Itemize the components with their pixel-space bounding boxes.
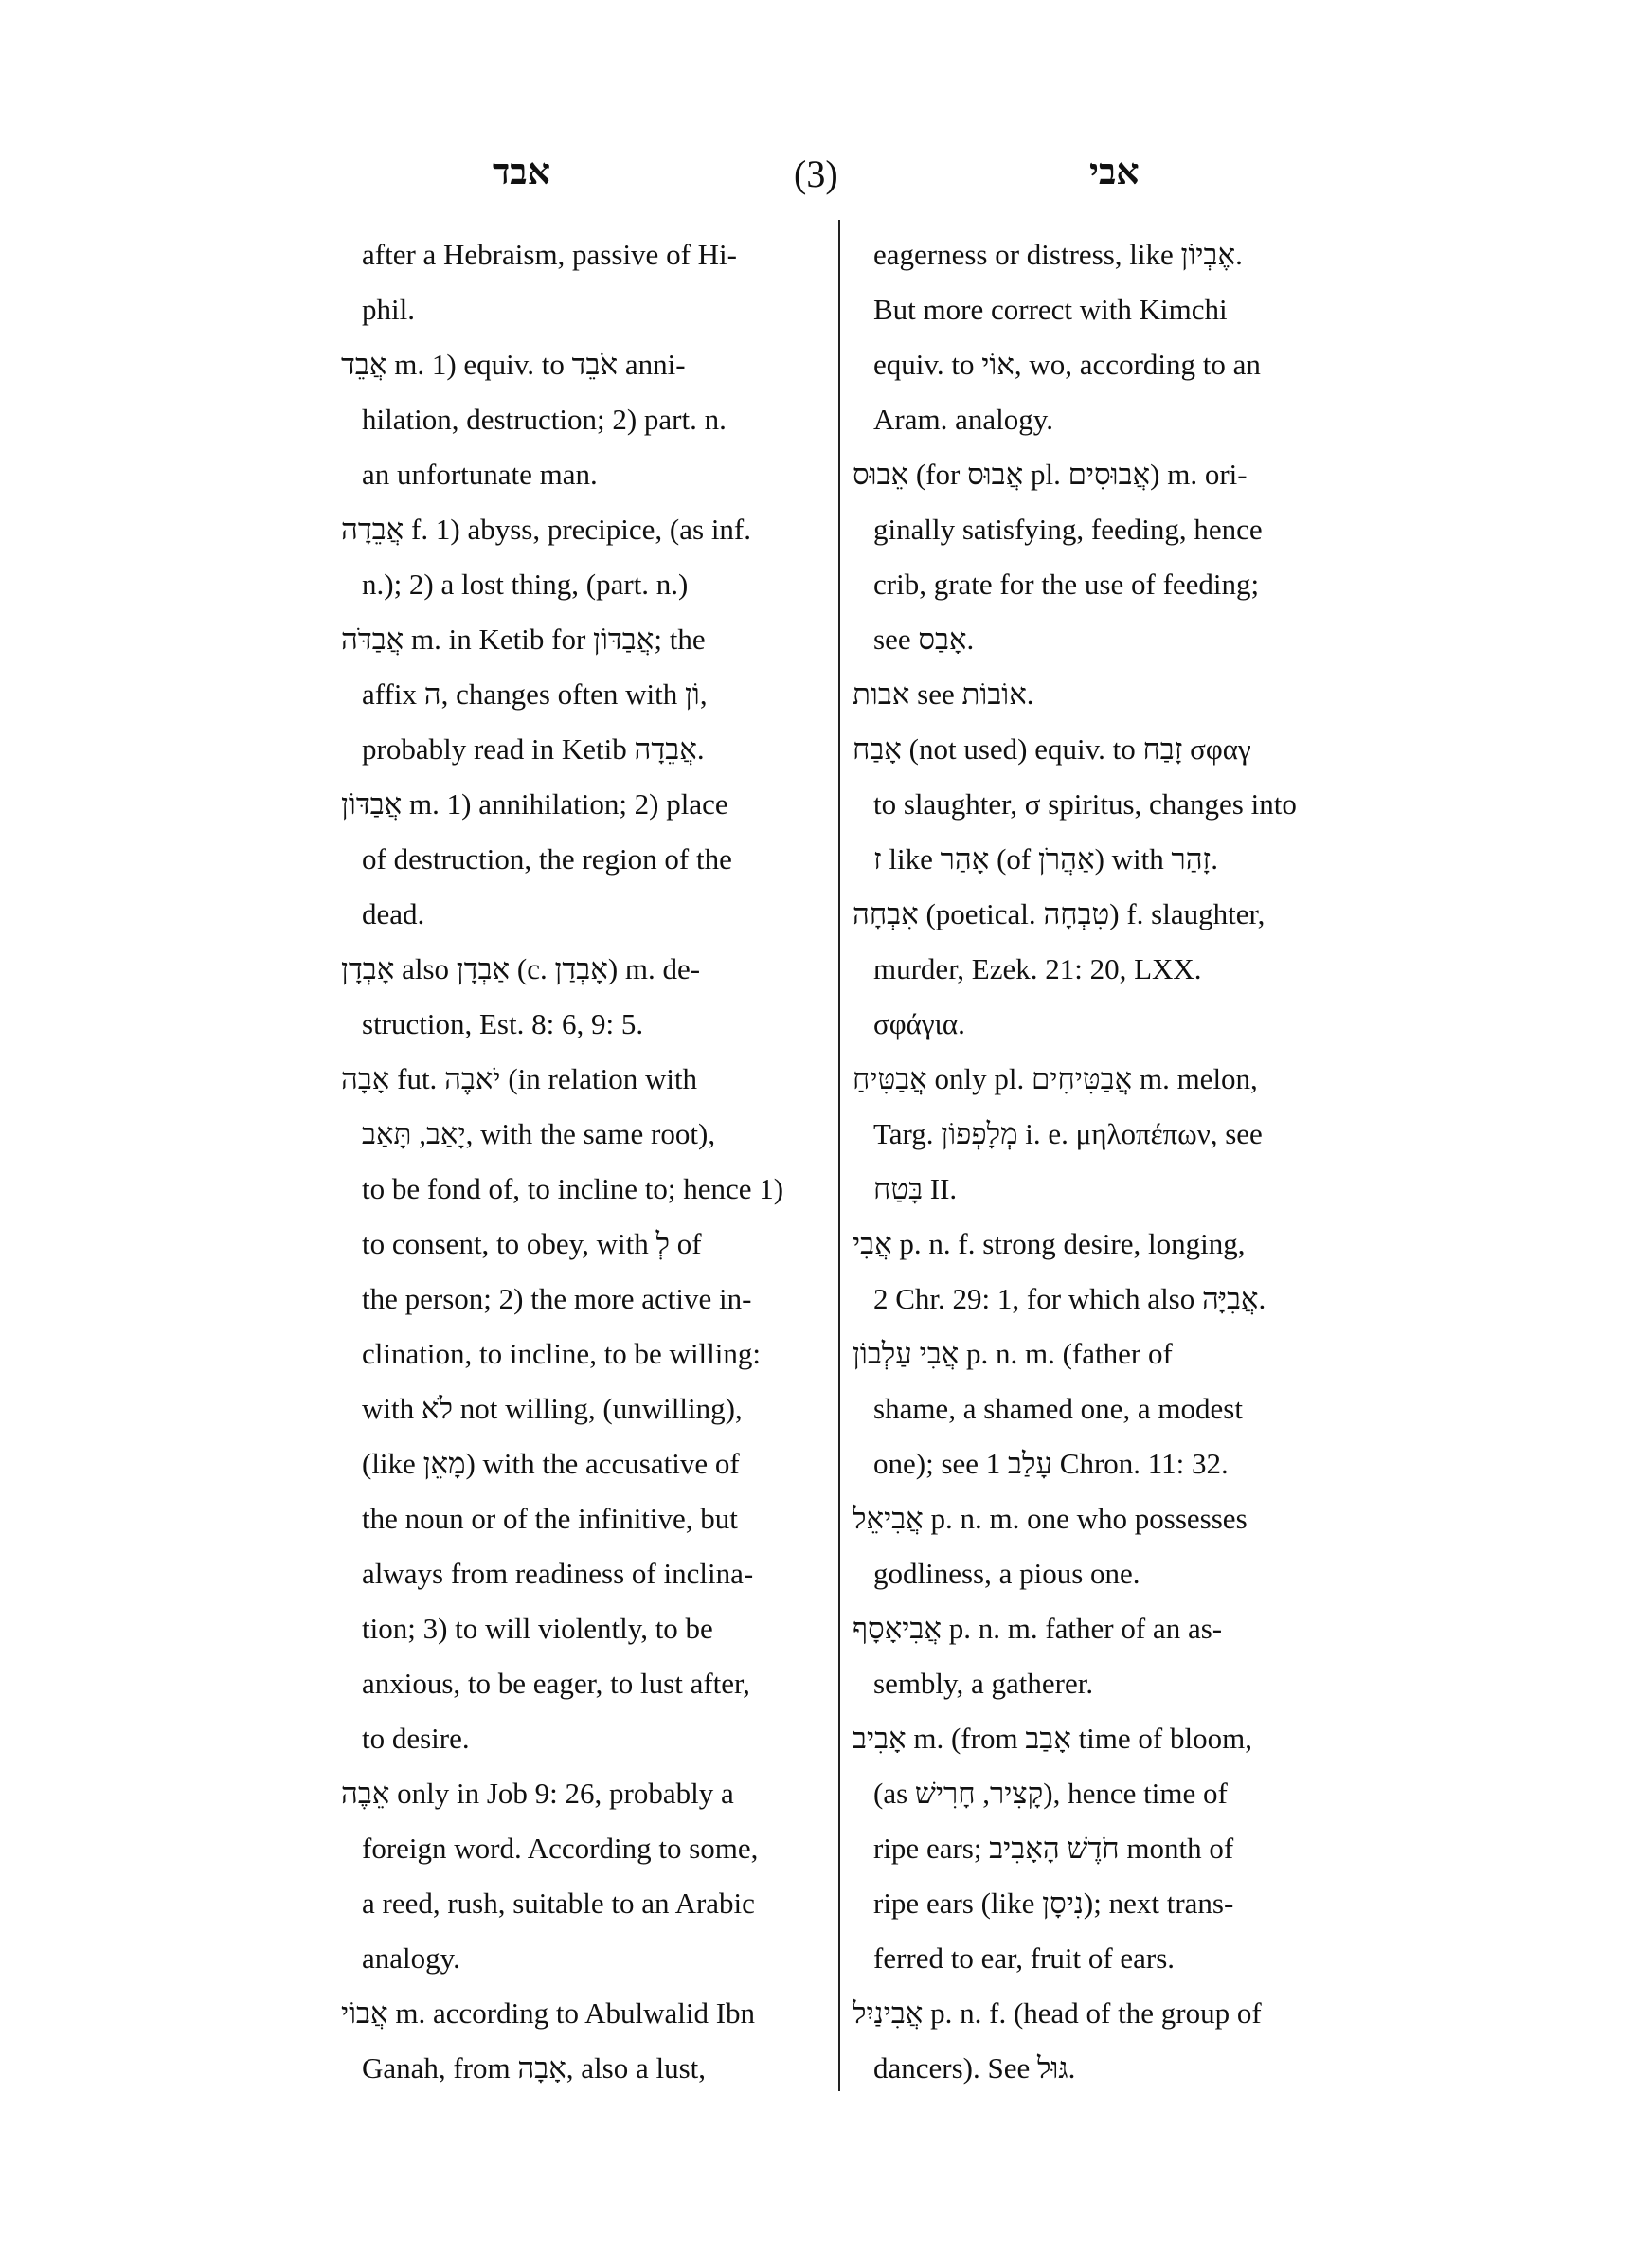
- text-line: ז like אָהַר (of אַהֲרֹן) with זָהַר.: [873, 842, 1218, 876]
- text-line: n.); 2) a lost thing, (part. n.): [362, 568, 689, 601]
- text-line: ginally satisfying, feeding, hence: [873, 513, 1263, 546]
- text-line: anxious, to be eager, to lust after,: [362, 1667, 750, 1700]
- text-line: analogy.: [362, 1941, 460, 1975]
- entry-headword-line: אֲבִיאָסָף p. n. m. father of an as-: [853, 1612, 1223, 1645]
- text-line: equiv. to אוֹי, wo, according to an: [873, 348, 1261, 381]
- text-line: clination, to incline, to be willing:: [362, 1337, 762, 1370]
- text-line: But more correct with Kimchi: [873, 293, 1228, 326]
- text-line: Ganah, from אָבָה, also a lust,: [362, 2051, 707, 2085]
- text-line: probably read in Ketib אֲבֵדָה.: [362, 732, 705, 766]
- text-line: struction, Est. 8: 6, 9: 5.: [362, 1007, 644, 1040]
- text-line: (like מָאֵן) with the accusative of: [362, 1447, 740, 1480]
- text-line: after a Hebraism, passive of Hi-: [362, 238, 737, 271]
- entry-headword-line: אָבְדָן also אַבְדָן (c. אָבְדַן) m. de-: [341, 952, 701, 985]
- text-line: dead.: [362, 897, 425, 930]
- text-line: ripe ears; חֹדֶשׁ הָאָבִיב month of: [873, 1832, 1234, 1865]
- text-line: affix ה, changes often with וֹן,: [362, 677, 708, 711]
- left-column: [341, 227, 826, 2096]
- text-line: always from readiness of inclina-: [362, 1557, 754, 1590]
- right-column: [853, 227, 1372, 2096]
- text-line: eagerness or distress, like אֶבְיוֹן.: [873, 238, 1243, 271]
- text-line: phil.: [362, 293, 415, 326]
- entry-headword-line: אֲבֵד m. 1) equiv. to אֹבֵד anni-: [341, 348, 686, 381]
- text-line: dancers). See גּוּל.: [873, 2051, 1076, 2085]
- entry-headword-line: אֲבוֹי m. according to Abulwalid Ibn: [341, 1996, 756, 2030]
- text-line: the person; 2) the more active in-: [362, 1282, 752, 1315]
- text-line: σφάγια.: [873, 1007, 965, 1040]
- text-line: to be fond of, to incline to; hence 1): [362, 1172, 784, 1205]
- entry-headword-line: אֲבִינַיִל p. n. f. (head of the group of: [853, 1996, 1262, 2030]
- text-line: ferred to ear, fruit of ears.: [873, 1941, 1176, 1975]
- text-line: shame, a shamed one, a modest: [873, 1392, 1243, 1425]
- entry-headword-line: אֵבֶה only in Job 9: 26, probably a: [341, 1777, 734, 1810]
- entry-headword-line: אָבִיב m. (from אָבַב time of bloom,: [853, 1722, 1252, 1755]
- text-line: an unfortunate man.: [362, 458, 598, 491]
- header-right-catchword: אבי: [1089, 153, 1140, 192]
- column-divider: [838, 220, 840, 2091]
- entry-headword-line: אִבְחָה (poetical. טִבְחָה) f. slaughter,: [853, 897, 1266, 930]
- entry-headword-line: אֲבַטִּיחַ only pl. אֲבַטִּיחִים m. melon,: [853, 1062, 1258, 1095]
- entry-headword-line: אֲבִיאֵל p. n. m. one who possesses: [853, 1502, 1248, 1535]
- entry-headword-line: אָבָה fut. יֹאבֶה (in relation with: [341, 1062, 698, 1095]
- text-line: the noun or of the infinitive, but: [362, 1502, 738, 1535]
- entry-headword-line: אֵבוּס (for אֲבוּס pl. אֲבוּסִים) m. ori-: [853, 458, 1248, 491]
- page-header: [0, 152, 1652, 208]
- text-line: to desire.: [362, 1722, 470, 1755]
- text-line: 2 Chr. 29: 1, for which also אֲבִיָּה.: [873, 1282, 1266, 1315]
- text-line: יָאַב, תָּאַב, with the same root),: [362, 1117, 716, 1150]
- text-line: godliness, a pious one.: [873, 1557, 1140, 1590]
- text-line: foreign word. According to some,: [362, 1832, 759, 1865]
- text-line: crib, grate for the use of feeding;: [873, 568, 1260, 601]
- page-number: (3): [794, 153, 838, 195]
- entry-headword-line: אֲבֵדָה f. 1) abyss, precipice, (as inf.: [341, 513, 751, 546]
- entry-headword-line: אָבַח (not used) equiv. to זָבַח σφαγ: [853, 732, 1251, 766]
- text-line: of destruction, the region of the: [362, 842, 732, 876]
- entry-headword-line: אֲבַדּוֹן m. 1) annihilation; 2) place: [341, 787, 728, 821]
- text-line: tion; 3) to will violently, to be: [362, 1612, 713, 1645]
- entry-headword-line: אֲבִי עַלְבוֹן p. n. m. (father of: [853, 1337, 1173, 1370]
- entry-headword-line: אבות see אוֹבוֹת.: [853, 677, 1034, 711]
- text-line: a reed, rush, suitable to an Arabic: [362, 1887, 755, 1920]
- text-line: to consent, to obey, with לְ of: [362, 1227, 702, 1260]
- text-line: to slaughter, σ spiritus, changes into: [873, 787, 1297, 821]
- text-line: murder, Ezek. 21: 20, LXX.: [873, 952, 1202, 985]
- text-line: one); see עָלַב 1 Chron. 11: 32.: [873, 1447, 1229, 1480]
- text-line: see אָבַס.: [873, 623, 975, 656]
- text-line: with לֹא not willing, (unwilling),: [362, 1392, 743, 1425]
- entry-headword-line: אֲבַדֹּה m. in Ketib for אֲבַדּוֹן; the: [341, 623, 706, 656]
- text-line: hilation, destruction; 2) part. n.: [362, 403, 727, 436]
- text-line: בָּטַח II.: [873, 1172, 958, 1205]
- text-line: Aram. analogy.: [873, 403, 1053, 436]
- header-left-catchword: אבד: [493, 153, 550, 192]
- text-line: ripe ears (like נִיסָן); next trans-: [873, 1887, 1234, 1920]
- entry-headword-line: אֲבִי p. n. f. strong desire, longing,: [853, 1227, 1246, 1260]
- text-line: Targ. מְלָפְפוֹן i. e. μηλοπέπων, see: [873, 1117, 1263, 1150]
- text-line: sembly, a gatherer.: [873, 1667, 1094, 1700]
- text-line: (as קָצִיר, חָרִישׁ), hence time of: [873, 1777, 1228, 1810]
